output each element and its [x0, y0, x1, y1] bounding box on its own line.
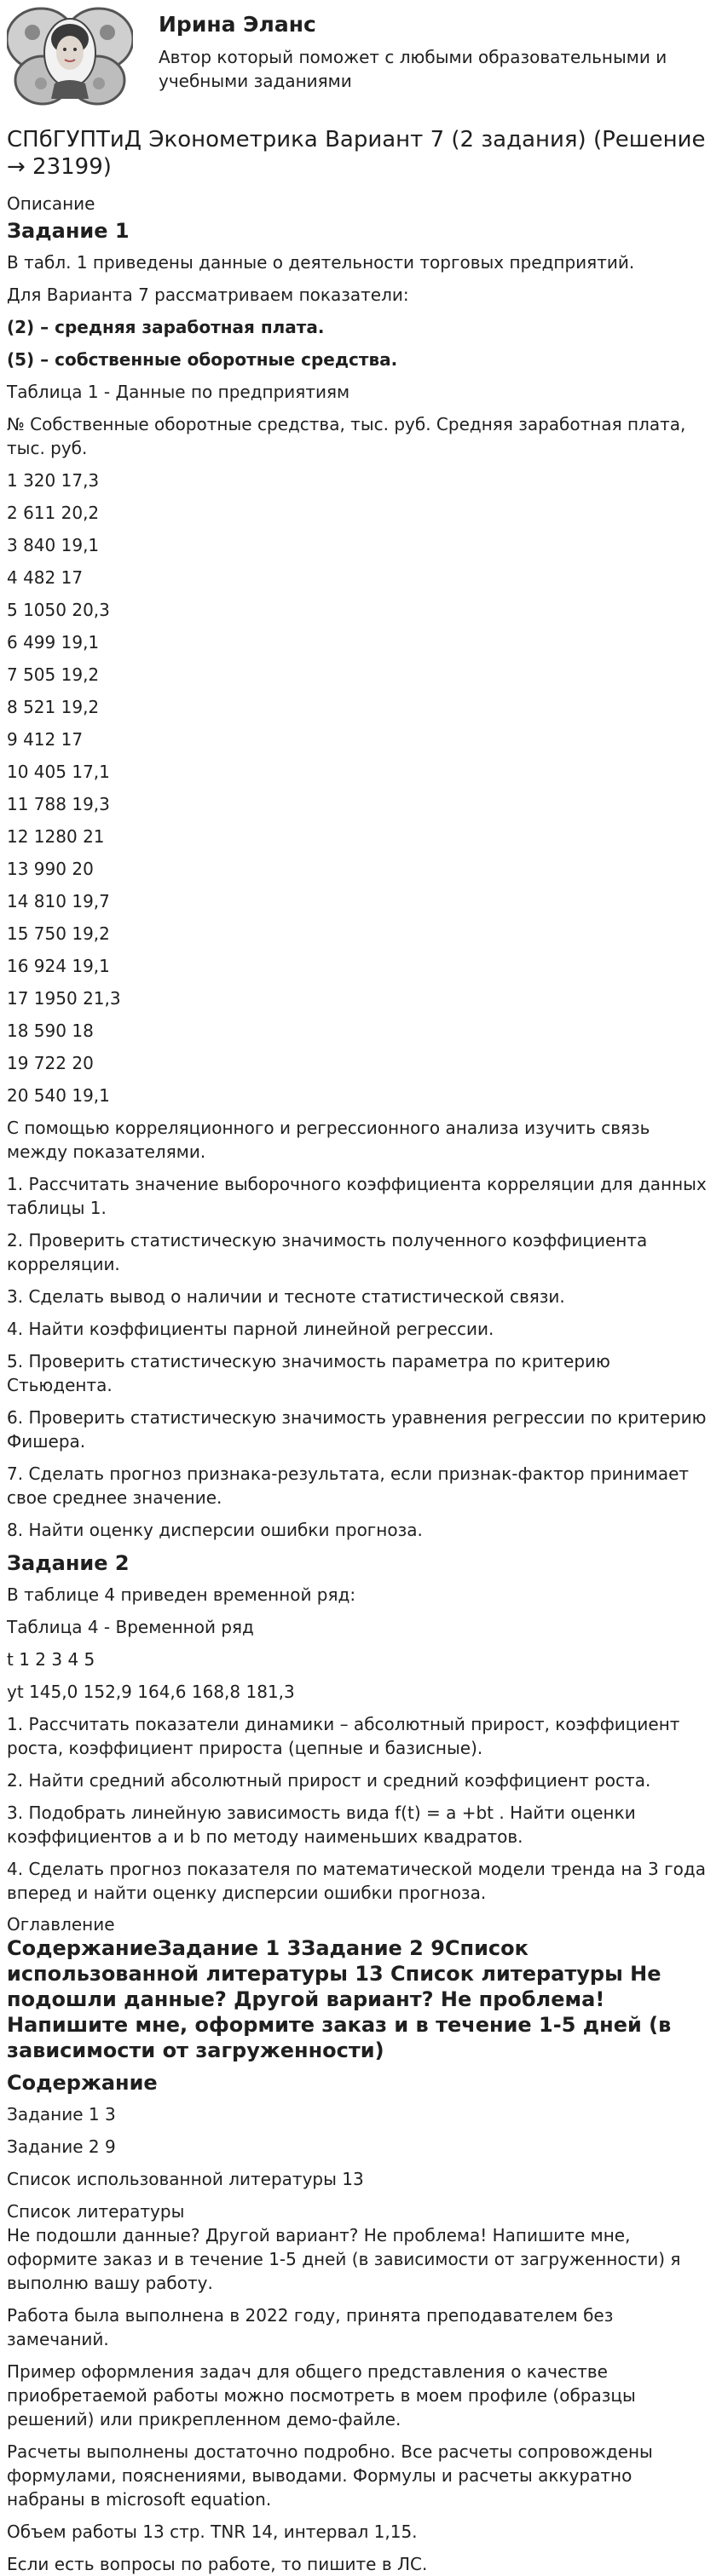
table-row: 1 320 17,3: [7, 470, 100, 491]
table-row: 6 499 19,1: [7, 632, 100, 653]
footer-paragraph: Пример оформления задач для общего представления о качестве приобретаемой работы можно посмотреть в моем профиле (образцы решений) или прикрепленном демо-файле.: [7, 2361, 636, 2429]
table-row: 13 990 20: [7, 859, 94, 879]
task2-heading: Задание 2: [7, 1551, 130, 1575]
author-name[interactable]: Ирина Эланс: [159, 12, 316, 37]
table-row: 9 412 17: [7, 729, 84, 750]
task1-table-header: № Собственные оборотные средства, тыс. руб. Средняя заработная плата, тыс. руб.: [7, 414, 686, 458]
table-row: 18 590 18: [7, 1021, 94, 1041]
list-item: 2. Проверить статистическую значимость полученного коэффициента корреляции.: [7, 1230, 648, 1274]
table-row: 20 540 19,1: [7, 1085, 110, 1106]
table-row: 8 521 19,2: [7, 697, 100, 717]
table-row: 2 611 20,2: [7, 503, 100, 523]
task2-intro: В таблице 4 приведен временной ряд:: [7, 1584, 356, 1605]
toc-blob: СодержаниеЗадание 1 3Задание 2 9Список использованной литературы 13 Список литературы Не подошли данные? Другой вариант? Не проблема! Напишите мне, оформите заказ и в течение 1-5 дней (в зависимости от загруженности): [7, 1936, 672, 2062]
table-row: 17 1950 21,3: [7, 988, 121, 1009]
author-avatar[interactable]: [7, 5, 133, 106]
table-row: 16 924 19,1: [7, 956, 110, 976]
task1-goal: С помощью корреляционного и регрессионного анализа изучить связь между показателями.: [7, 1118, 650, 1162]
table-row: 3 840 19,1: [7, 535, 100, 555]
task1-heading: Задание 1: [7, 219, 130, 243]
task2-table-title: Таблица 4 - Временной ряд: [7, 1617, 254, 1637]
toc-item: Список использованной литературы 13: [7, 2169, 364, 2189]
task1-table-title: Таблица 1 - Данные по предприятиям: [7, 382, 350, 402]
list-item: 3. Подобрать линейную зависимость вида f(t) = a +bt . Найти оценки коэффициентов a и b по методу наименьших квадратов.: [7, 1803, 636, 1847]
list-item: 4. Найти коэффициенты парной линейной регрессии.: [7, 1319, 494, 1339]
task1-indicator-a: (2) – средняя заработная плата.: [7, 317, 325, 337]
list-item: 6. Проверить статистическую значимость уравнения регрессии по критерию Фишера.: [7, 1407, 707, 1452]
list-item: 7. Сделать прогноз признака-результата, если признак-фактор принимает свое среднее значение.: [7, 1463, 690, 1508]
toc-label: Оглавление: [7, 1914, 115, 1935]
toc-item: Задание 1 3: [7, 2104, 116, 2125]
avatar-butterfly-image: [7, 5, 133, 106]
list-item: 1. Рассчитать показатели динамики – абсолютный прирост, коэффициент роста, коэффициент прироста (цепные и базисные).: [7, 1714, 680, 1758]
table-row: 7 505 19,2: [7, 664, 100, 685]
table-row: 4 482 17: [7, 567, 84, 588]
list-item: 1. Рассчитать значение выборочного коэффициента корреляции для данных таблицы 1.: [7, 1174, 707, 1218]
description-label: Описание: [7, 193, 95, 214]
task1-data-rows: [7, 469, 715, 1107]
table-row: 5 1050 20,3: [7, 600, 110, 620]
contents-heading: Содержание: [7, 2071, 158, 2095]
footer-text: [7, 2223, 715, 2576]
author-description: Автор который поможет с любыми образовательными и учебными заданиями: [159, 47, 667, 91]
table-row: 12 1280 21: [7, 826, 105, 847]
task2-steps: [7, 1712, 715, 1905]
task1-variant-line: Для Варианта 7 рассматриваем показатели:: [7, 285, 409, 305]
author-info: [159, 5, 670, 93]
table-row: 19 722 20: [7, 1053, 94, 1073]
task2-row-t: t 1 2 3 4 5: [7, 1649, 95, 1670]
footer-paragraph: Работа была выполнена в 2022 году, принята преподавателем без замечаний.: [7, 2305, 614, 2349]
footer-paragraph: Расчеты выполнены достаточно подробно. Все расчеты сопровождены формулами, пояснениями, выводами. Формулы и расчеты аккуратно набраны в microsoft equation.: [7, 2441, 653, 2510]
literature-label: Список литературы: [7, 2201, 185, 2222]
task1-intro: В табл. 1 приведены данные о деятельности торговых предприятий.: [7, 252, 635, 273]
task1-steps: [7, 1172, 715, 1542]
table-row: 14 810 19,7: [7, 891, 110, 911]
footer-paragraph: Не подошли данные? Другой вариант? Не проблема! Напишите мне, оформите заказ и в течение 1-5 дней (в зависимости от загруженности) я выполню вашу работу.: [7, 2225, 681, 2293]
task2-row-yt: yt 145,0 152,9 164,6 168,8 181,3: [7, 1682, 295, 1702]
toc-item: Задание 2 9: [7, 2136, 116, 2157]
footer-paragraph: Объем работы 13 стр. TNR 14, интервал 1,15.: [7, 2521, 418, 2542]
list-item: 3. Сделать вывод о наличии и тесноте статистической связи.: [7, 1286, 565, 1307]
author-header: [7, 0, 715, 109]
task1-indicator-b: (5) – собственные оборотные средства.: [7, 349, 398, 370]
page-title: СПбГУПТиД Эконометрика Вариант 7 (2 задания) (Решение → 23199): [7, 127, 706, 180]
table-row: 15 750 19,2: [7, 923, 110, 944]
list-item: 2. Найти средний абсолютный прирост и средний коэффициент роста.: [7, 1770, 651, 1791]
table-row: 10 405 17,1: [7, 762, 110, 782]
list-item: 5. Проверить статистическую значимость параметра по критерию Стьюдента.: [7, 1351, 610, 1395]
list-item: 8. Найти оценку дисперсии ошибки прогноза.: [7, 1520, 423, 1540]
footer-paragraph: Если есть вопросы по работе, то пишите в ЛС.: [7, 2554, 428, 2574]
table-row: 11 788 19,3: [7, 794, 110, 814]
list-item: 4. Сделать прогноз показателя по математической модели тренда на 3 года вперед и найти оценку дисперсии ошибки прогноза.: [7, 1859, 706, 1903]
